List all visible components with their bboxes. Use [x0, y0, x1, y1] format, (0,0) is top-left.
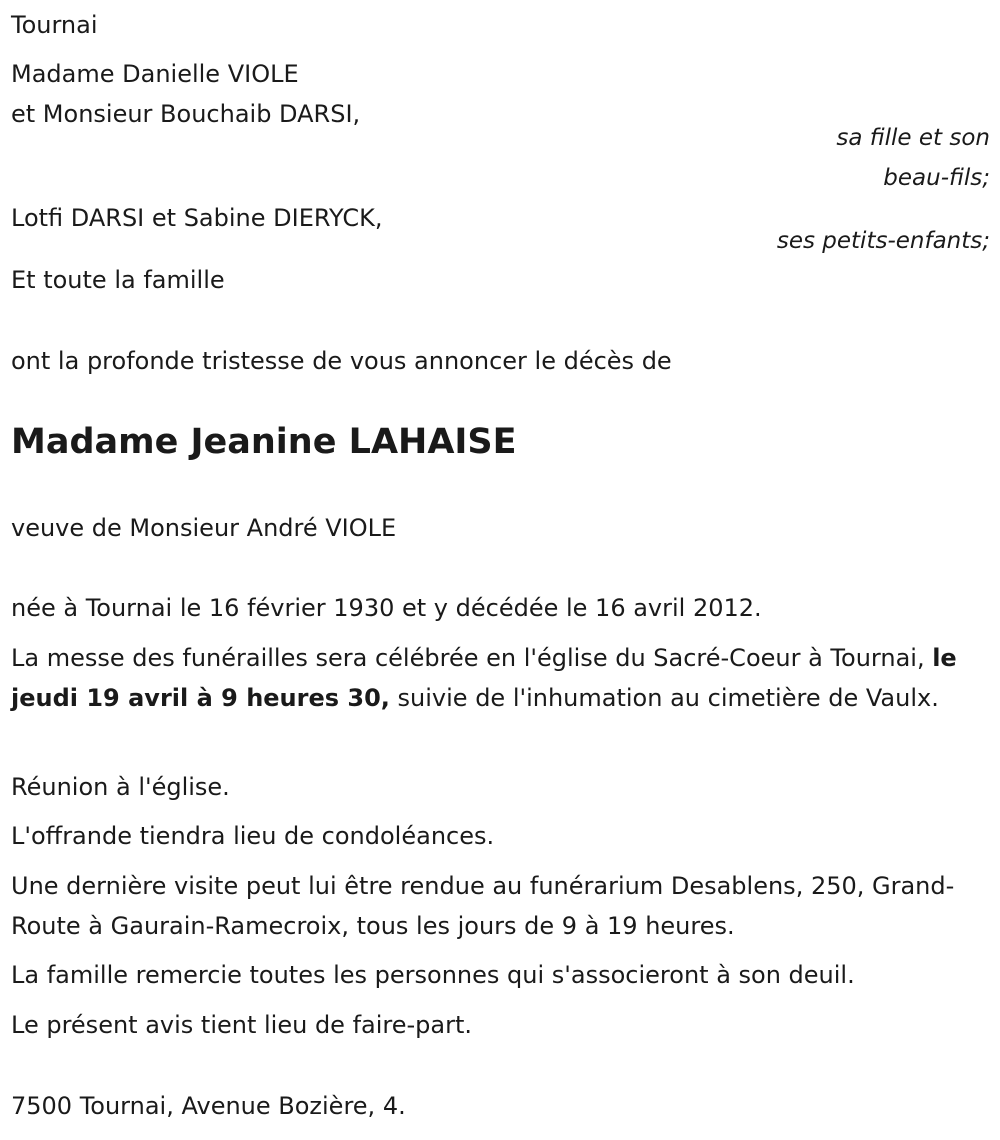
address: 7500 Tournai, Avenue Bozière, 4.: [11, 1092, 406, 1120]
rest-of-family: Et toute la famille: [11, 266, 225, 294]
funeral-text-before: La messe des funérailles sera célébrée en l'église du Sacré-Coeur à Tournai,: [11, 644, 933, 672]
funeral-text-after: suivie de l'inhumation au cimetière de Vaulx.: [389, 684, 939, 712]
grandchildren-role: ses petits-enfants;: [776, 228, 990, 254]
daughter-role-line2: beau-fils;: [883, 165, 990, 191]
meeting-place: Réunion à l'église.: [11, 773, 230, 801]
son-in-law-name: et Monsieur Bouchaib DARSI,: [11, 100, 361, 128]
grandchildren-names: Lotfi DARSI et Sabine DIERYCK,: [11, 204, 383, 232]
birth-death-dates: née à Tournai le 16 février 1930 et y décédée le 16 avril 2012.: [11, 594, 762, 622]
notice-note: Le présent avis tient lieu de faire-part.: [11, 1011, 473, 1039]
thanks-note: La famille remercie toutes les personnes qui s'associeront à son deuil.: [11, 961, 855, 989]
funeral-details: [11, 638, 991, 718]
visit-details: Une dernière visite peut lui être rendue au funérarium Desablens, 250, Grand-Route à Gaurain-Ramecroix, tous les jours de 9 à 19 heures.: [11, 872, 955, 940]
announcement-text: ont la profonde tristesse de vous annoncer le décès de: [11, 347, 672, 375]
daughter-name: Madame Danielle VIOLE: [11, 60, 299, 88]
funeral-date-time: le jeudi 19 avril à 9 heures 30,: [11, 644, 957, 712]
daughter-role-line1: sa fille et son: [836, 125, 990, 151]
city-heading: Tournai: [11, 11, 98, 39]
deceased-name: Madame Jeanine LAHAISE: [11, 422, 517, 462]
offering-note: L'offrande tiendra lieu de condoléances.: [11, 822, 495, 850]
widow-of: veuve de Monsieur André VIOLE: [11, 514, 397, 542]
